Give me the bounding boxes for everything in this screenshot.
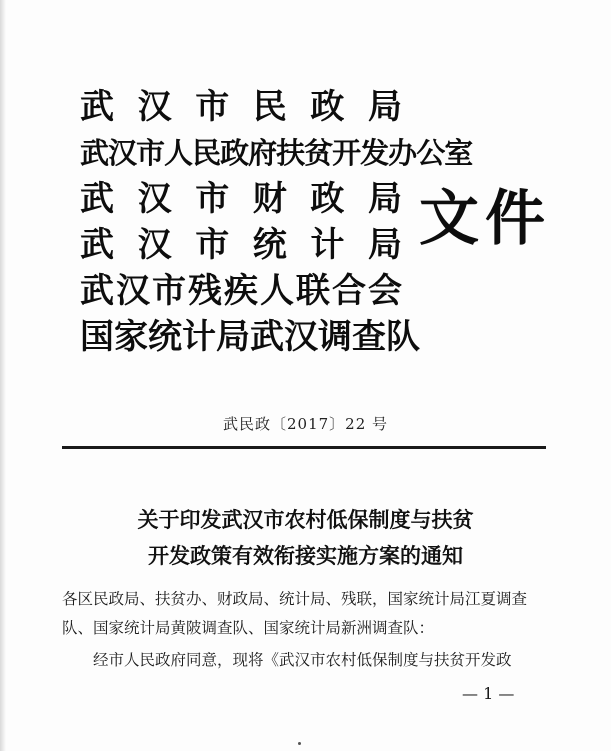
issuing-body-char: 市: [152, 271, 186, 311]
issuing-body-char: 人: [260, 271, 294, 311]
scan-speck: [298, 742, 301, 745]
issuing-body-char: 汉: [116, 271, 150, 311]
issuing-body-char: 武: [80, 271, 114, 311]
issuing-body-char: 财: [252, 179, 287, 219]
issuing-body-char: 计: [182, 317, 216, 357]
issuing-body-char: 局: [367, 225, 402, 265]
issuing-body-char: 汉: [137, 87, 172, 127]
issuing-body-char: 公: [416, 136, 445, 170]
issuing-body-char: 人: [164, 136, 193, 170]
issuing-body-4: [80, 268, 402, 314]
scan-edge-shadow: [0, 0, 6, 751]
issuing-body-char: 市: [195, 179, 230, 219]
issuing-body-char: 政: [310, 179, 345, 219]
issuing-body-char: 政: [310, 87, 345, 127]
issuing-body-char: 局: [216, 317, 250, 357]
issuing-body-char: 局: [367, 87, 402, 127]
document-title-line-1: 关于印发武汉市农村低保制度与扶贫: [137, 508, 474, 532]
issuing-body-char: 队: [386, 317, 420, 357]
issuing-body-char: 武: [250, 317, 284, 357]
issuing-body-char: 国: [80, 317, 114, 357]
issuing-body-char: 府: [248, 136, 277, 170]
issuing-body-char: 民: [192, 136, 221, 170]
document-suffix: 文件: [419, 184, 551, 254]
issuing-body-char: 统: [148, 317, 182, 357]
issuing-bodies-block: [80, 84, 473, 360]
issuing-body-char: 局: [367, 179, 402, 219]
issuing-body-0: [80, 84, 402, 130]
issuing-body-char: 武: [80, 87, 114, 127]
issuing-body-1: [80, 130, 473, 176]
body-paragraph-first-line: 经市人民政府同意，现将《武汉市农村低保制度与扶贫开发政: [93, 651, 512, 669]
issuing-body-char: 室: [444, 136, 473, 170]
issuing-body-char: 开: [332, 136, 361, 170]
issuing-body-char: 贫: [304, 136, 333, 170]
issuing-body-char: 调: [318, 317, 352, 357]
issuing-body-3: [80, 222, 402, 268]
issuing-body-char: 汉: [284, 317, 318, 357]
document-title: [0, 502, 611, 574]
addressee: [62, 585, 548, 643]
issuing-body-5: [80, 314, 420, 360]
issuing-body-char: 扶: [276, 136, 305, 170]
issuing-body-char: 武: [80, 136, 109, 170]
document-number: 武民政〔2017〕22 号: [222, 415, 389, 433]
issuing-body-char: 民: [252, 87, 287, 127]
issuing-body-char: 武: [80, 179, 114, 219]
issuing-body-char: 汉: [108, 136, 137, 170]
issuing-body-char: 合: [332, 271, 366, 311]
addressee-line-1: 各区民政局、扶贫办、财政局、统计局、残联，国家统计局江夏调查: [62, 590, 528, 608]
document-title-line-2: 开发政策有效衔接实施方案的通知: [148, 544, 463, 568]
issuing-body-char: 残: [188, 271, 222, 311]
issuing-body-char: 计: [310, 225, 345, 265]
issuing-body-char: 汉: [137, 225, 172, 265]
issuing-body-char: 会: [368, 271, 402, 311]
page-number: — 1 —: [462, 684, 515, 703]
issuing-body-char: 统: [252, 225, 287, 265]
issuing-body-char: 疾: [224, 271, 258, 311]
issuing-body-char: 市: [195, 87, 230, 127]
issuing-body-char: 办: [388, 136, 417, 170]
issuing-body-char: 市: [195, 225, 230, 265]
issuing-body-char: 市: [136, 136, 165, 170]
issuing-body-char: 政: [220, 136, 249, 170]
issuing-body-2: [80, 176, 402, 222]
issuing-body-char: 汉: [137, 179, 172, 219]
issuing-body-char: 武: [80, 225, 114, 265]
issuing-body-char: 发: [360, 136, 389, 170]
addressee-line-2: 队、国家统计局黄陂调查队、国家统计局新洲调查队：: [62, 619, 435, 637]
issuing-body-char: 家: [114, 317, 148, 357]
issuing-body-char: 查: [352, 317, 386, 357]
header-divider: [62, 446, 546, 449]
issuing-body-char: 联: [296, 271, 330, 311]
